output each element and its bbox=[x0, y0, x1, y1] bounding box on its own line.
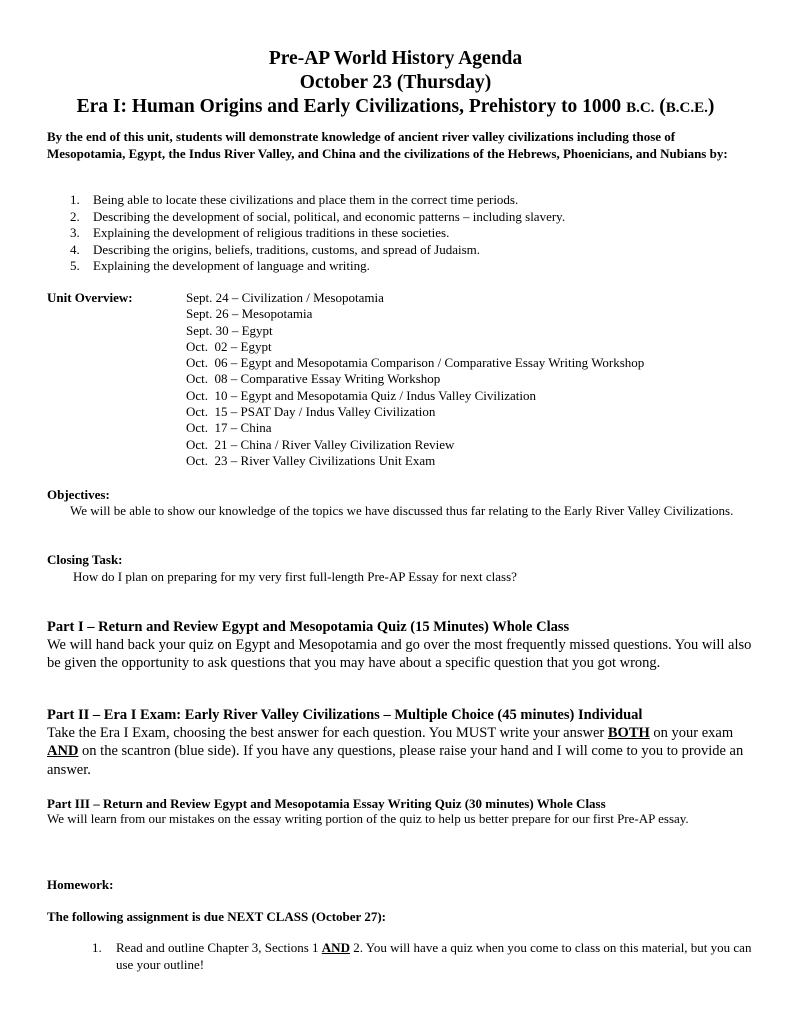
list-item bbox=[70, 258, 750, 275]
homework-due: The following assignment is due NEXT CLASS (October 27): bbox=[47, 909, 386, 924]
part3-body: We will learn from our mistakes on the essay writing portion of the quiz to help us better prepare for our first Pre-AP essay. bbox=[47, 811, 689, 826]
part1-body: We will hand back your quiz on Egypt and Mesopotamia and go over the most frequently missed questions. You will also be given the opportunity to ask questions that you may have about a specific question that you got wrong. bbox=[47, 637, 752, 672]
list-number: 4. bbox=[70, 241, 80, 257]
era-bc: B.C. bbox=[626, 100, 655, 116]
part2-emphasis-both: BOTH bbox=[607, 725, 650, 741]
part3-heading: Part III – Return and Review Egypt and Mesopotamia Essay Writing Quiz (30 minutes) Whole Class bbox=[47, 796, 606, 811]
list-number: 3. bbox=[70, 225, 80, 240]
unit-overview-label: Unit Overview: bbox=[47, 290, 133, 305]
schedule-item: Sept. 24 – Civilization / Mesopotamia bbox=[186, 290, 384, 305]
era-title bbox=[0, 95, 791, 120]
list-item bbox=[70, 209, 750, 226]
schedule-item: Oct. 08 – Comparative Essay Writing Workshop bbox=[186, 371, 441, 387]
unit-intro: By the end of this unit, students will demonstrate knowledge of ancient river valley civilizations including those of Mesopotamia, Egypt, the Indus River Valley, and China and the civilizations of the Hebrews, Phoenicians, and Nubians by: bbox=[47, 129, 728, 161]
list-text: Describing the development of social, political, and economic patterns – including slavery. bbox=[93, 208, 566, 224]
agenda-title: Pre-AP World History Agenda bbox=[268, 48, 523, 69]
agenda-date: October 23 (Thursday) bbox=[299, 72, 492, 93]
homework-text: Read and outline Chapter 3, Sections 1 bbox=[116, 940, 322, 955]
schedule-item: Oct. 06 – Egypt and Mesopotamia Comparison / Comparative Essay Writing Workshop bbox=[186, 355, 645, 371]
era-paren-open: ( bbox=[654, 96, 666, 117]
part1-heading: Part I – Return and Review Egypt and Mesopotamia Quiz (15 Minutes) Whole Class bbox=[47, 619, 570, 635]
part2-emphasis-and: AND bbox=[47, 743, 79, 760]
schedule-item: Sept. 30 – Egypt bbox=[186, 322, 273, 338]
closing-task-label: Closing Task: bbox=[47, 552, 123, 567]
unit-overview-schedule bbox=[186, 290, 746, 469]
list-text bbox=[116, 940, 752, 973]
objectives-text: We will be able to show our knowledge of the topics we have discussed thus far relating to the Early River Valley Civilizations. bbox=[70, 503, 734, 518]
schedule-item: Oct. 10 – Egypt and Mesopotamia Quiz / Indus Valley Civilization bbox=[186, 387, 536, 403]
list-text: Explaining the development of religious traditions in these societies. bbox=[93, 225, 450, 240]
list-number: 2. bbox=[70, 208, 80, 224]
schedule-item: Oct. 02 – Egypt bbox=[186, 338, 272, 354]
era-paren-close: ) bbox=[707, 96, 715, 117]
list-item bbox=[92, 940, 752, 973]
homework-emphasis-and: AND bbox=[321, 940, 350, 955]
schedule-item: Oct. 17 – China bbox=[186, 420, 272, 436]
part2-body-text: on your exam bbox=[649, 725, 734, 741]
list-text: Being able to locate these civilizations and place them in the correct time periods. bbox=[93, 192, 519, 207]
objectives-label: Objectives: bbox=[47, 487, 110, 502]
list-number: 1. bbox=[70, 192, 80, 207]
era-title-main: Era I: Human Origins and Early Civilizations, Prehistory to 1000 bbox=[76, 96, 627, 117]
era-bce: B.C.E. bbox=[665, 100, 708, 116]
list-number: 1. bbox=[92, 940, 102, 955]
schedule-item: Oct. 23 – River Valley Civilizations Unit Exam bbox=[186, 452, 436, 468]
list-text: Explaining the development of language and writing. bbox=[93, 258, 370, 273]
part2-body-text: on the scantron (blue side). If you have any questions, please raise your hand and I will come to you to provide an answer. bbox=[47, 743, 744, 778]
closing-task-text: How do I plan on preparing for my very first full-length Pre-AP Essay for next class? bbox=[73, 569, 517, 584]
unit-goals-list bbox=[70, 192, 750, 275]
list-item bbox=[70, 242, 750, 259]
part2-body bbox=[47, 724, 757, 779]
schedule-item: Sept. 26 – Mesopotamia bbox=[186, 306, 313, 322]
part2-heading: Part II – Era I Exam: Early River Valley Civilizations – Multiple Choice (45 minutes) Individual bbox=[47, 707, 643, 723]
part2-body-text: Take the Era I Exam, choosing the best answer for each question. You MUST write your answer bbox=[47, 725, 608, 741]
list-text: Describing the origins, beliefs, traditions, customs, and spread of Judaism. bbox=[93, 241, 481, 257]
homework-list bbox=[92, 940, 752, 973]
homework-label: Homework: bbox=[47, 877, 114, 892]
schedule-item: Oct. 15 – PSAT Day / Indus Valley Civilization bbox=[186, 404, 436, 420]
list-item bbox=[70, 192, 750, 209]
schedule-item: Oct. 21 – China / River Valley Civilization Review bbox=[186, 436, 455, 452]
homework-text: 2. You will have a quiz when you come to class on this material, but you can use your outline! bbox=[116, 940, 752, 972]
list-item bbox=[70, 225, 750, 242]
list-number: 5. bbox=[70, 258, 80, 273]
